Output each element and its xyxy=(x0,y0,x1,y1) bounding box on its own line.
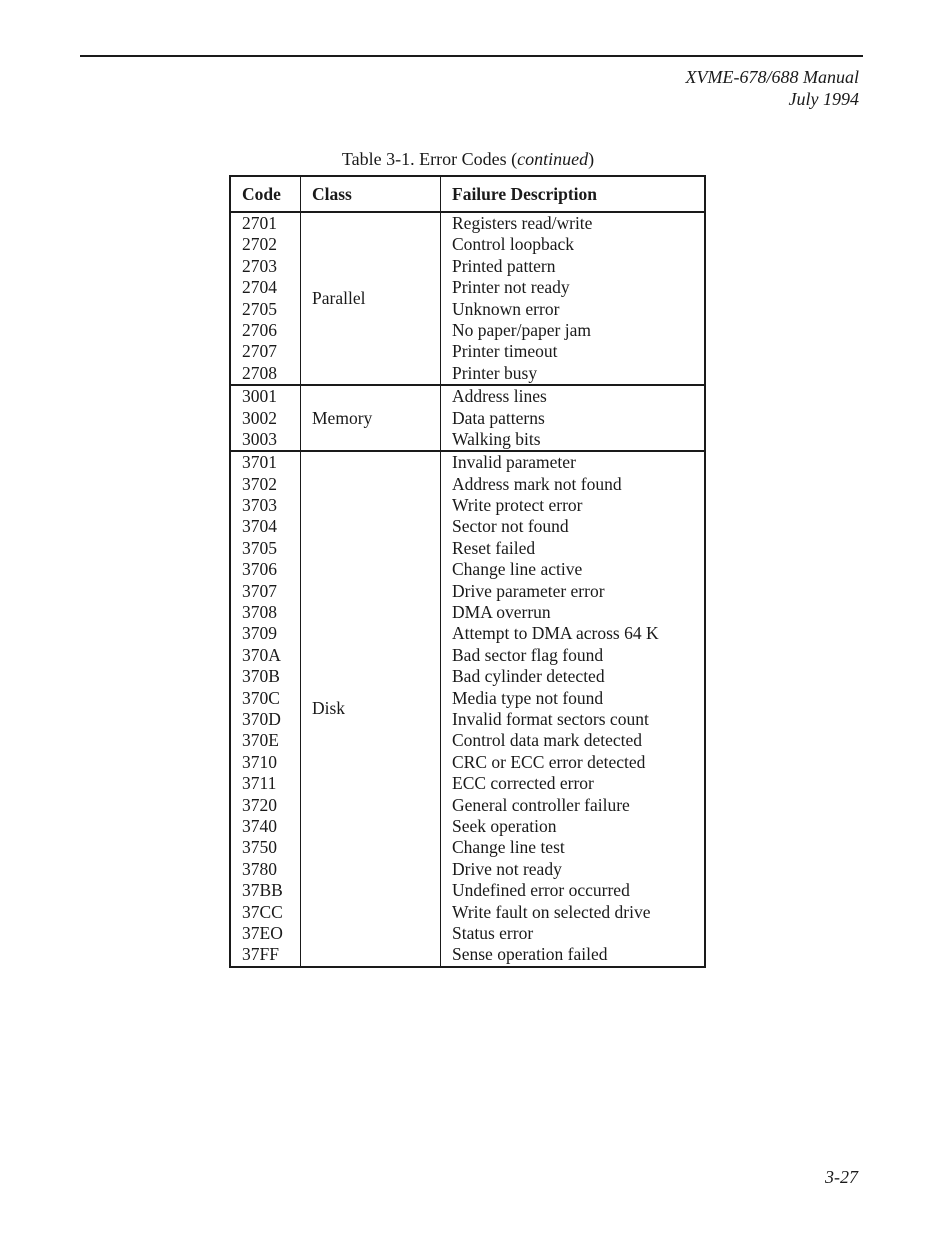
code-cell xyxy=(230,385,301,451)
error-code: 3708 xyxy=(242,602,277,623)
error-code: 37EO xyxy=(242,922,283,943)
failure-description: Status error xyxy=(452,922,534,943)
error-code: 370B xyxy=(242,666,280,687)
failure-description: Undefined error occurred xyxy=(452,880,630,901)
class-cell xyxy=(301,212,441,385)
error-code: 3002 xyxy=(242,407,277,428)
failure-description: Drive not ready xyxy=(452,858,562,879)
failure-description: Reset failed xyxy=(452,537,536,558)
error-code: 3711 xyxy=(242,773,277,794)
error-code: 2703 xyxy=(242,255,277,276)
failure-description: Drive parameter error xyxy=(452,580,605,601)
failure-description: Change line test xyxy=(452,837,565,858)
error-code: 37FF xyxy=(242,944,279,965)
error-code: 2704 xyxy=(242,277,277,298)
error-code: 3705 xyxy=(242,537,277,558)
error-code: 2706 xyxy=(242,319,277,340)
failure-description: Walking bits xyxy=(452,428,541,449)
failure-description: Write protect error xyxy=(452,495,583,516)
error-code: 3720 xyxy=(242,794,277,815)
class-cell xyxy=(301,451,441,966)
failure-description: Bad sector flag found xyxy=(452,644,604,665)
failure-description: Address mark not found xyxy=(452,473,622,494)
error-code: 3707 xyxy=(242,580,277,601)
code-cell xyxy=(230,451,301,966)
failure-description: Attempt to DMA across 64 K xyxy=(452,623,659,644)
error-code: 3702 xyxy=(242,473,277,494)
code-cell xyxy=(230,212,301,385)
failure-description: Media type not found xyxy=(452,687,604,708)
failure-description: Data patterns xyxy=(452,407,545,428)
error-class: Memory xyxy=(312,407,373,428)
header-class: Class xyxy=(301,176,441,212)
error-code: 2707 xyxy=(242,341,277,362)
failure-description: Control loopback xyxy=(452,234,574,255)
error-code: 3701 xyxy=(242,452,277,473)
failure-description: Unknown error xyxy=(452,298,560,319)
failure-description: DMA overrun xyxy=(452,602,551,623)
description-cell xyxy=(441,212,706,385)
failure-description: Control data mark detected xyxy=(452,730,642,751)
failure-description: Address lines xyxy=(452,386,547,407)
failure-description: Change line active xyxy=(452,559,583,580)
error-code: 3709 xyxy=(242,623,277,644)
error-code: 3780 xyxy=(242,858,277,879)
error-code: 2708 xyxy=(242,362,277,383)
error-codes-table xyxy=(229,175,706,968)
error-code: 3001 xyxy=(242,386,277,407)
error-code: 3740 xyxy=(242,815,277,836)
caption-text: Table 3-1. Error Codes ( xyxy=(341,149,518,169)
manual-date: July 1994 xyxy=(788,89,859,109)
failure-description: Registers read/write xyxy=(452,213,593,233)
failure-description: General controller failure xyxy=(452,794,630,815)
error-code: 2705 xyxy=(242,298,277,319)
error-class: Disk xyxy=(312,698,346,719)
failure-description: Invalid parameter xyxy=(452,452,576,473)
failure-description: ECC corrected error xyxy=(452,773,594,794)
error-code: 2702 xyxy=(242,234,277,255)
error-code: 370C xyxy=(242,687,280,708)
error-code: 370D xyxy=(242,708,281,729)
failure-description: Sector not found xyxy=(452,516,569,537)
table-group-memory xyxy=(230,385,705,451)
failure-description: Printer timeout xyxy=(452,341,558,362)
page-number: 3-27 xyxy=(825,1167,858,1187)
failure-description: No paper/paper jam xyxy=(452,319,591,340)
error-code: 370E xyxy=(242,730,279,751)
class-cell xyxy=(301,385,441,451)
failure-description: Printer busy xyxy=(452,362,538,383)
error-code: 37BB xyxy=(242,880,283,901)
table-group-disk xyxy=(230,451,705,966)
table-caption xyxy=(230,148,706,170)
failure-description: Printer not ready xyxy=(452,277,570,298)
error-code: 3003 xyxy=(242,428,277,449)
header-code: Code xyxy=(230,176,301,212)
table-header-row xyxy=(230,176,705,212)
error-code: 3710 xyxy=(242,751,277,772)
failure-description: Printed pattern xyxy=(452,255,556,276)
error-code: 3750 xyxy=(242,837,277,858)
error-code: 37CC xyxy=(242,901,283,922)
error-class: Parallel xyxy=(312,288,366,309)
error-code: 3703 xyxy=(242,495,277,516)
failure-description: Invalid format sectors count xyxy=(452,708,649,729)
header-rule xyxy=(80,55,863,57)
failure-description: CRC or ECC error detected xyxy=(452,751,646,772)
caption-close: ) xyxy=(588,149,595,169)
manual-title: XVME-678/688 Manual xyxy=(685,67,859,87)
failure-description: Write fault on selected drive xyxy=(452,901,651,922)
description-cell xyxy=(441,451,706,966)
failure-description: Seek operation xyxy=(452,815,557,836)
failure-description: Sense operation failed xyxy=(452,944,608,965)
error-code: 370A xyxy=(242,644,281,665)
failure-description: Bad cylinder detected xyxy=(452,666,605,687)
error-code: 3704 xyxy=(242,516,277,537)
table-body xyxy=(230,212,705,967)
table-group-parallel xyxy=(230,212,705,385)
error-code: 2701 xyxy=(242,213,277,233)
caption-italic: continued xyxy=(517,149,589,169)
error-code: 3706 xyxy=(242,559,277,580)
description-cell xyxy=(441,385,706,451)
page-header xyxy=(686,66,859,110)
header-description: Failure Description xyxy=(441,176,706,212)
